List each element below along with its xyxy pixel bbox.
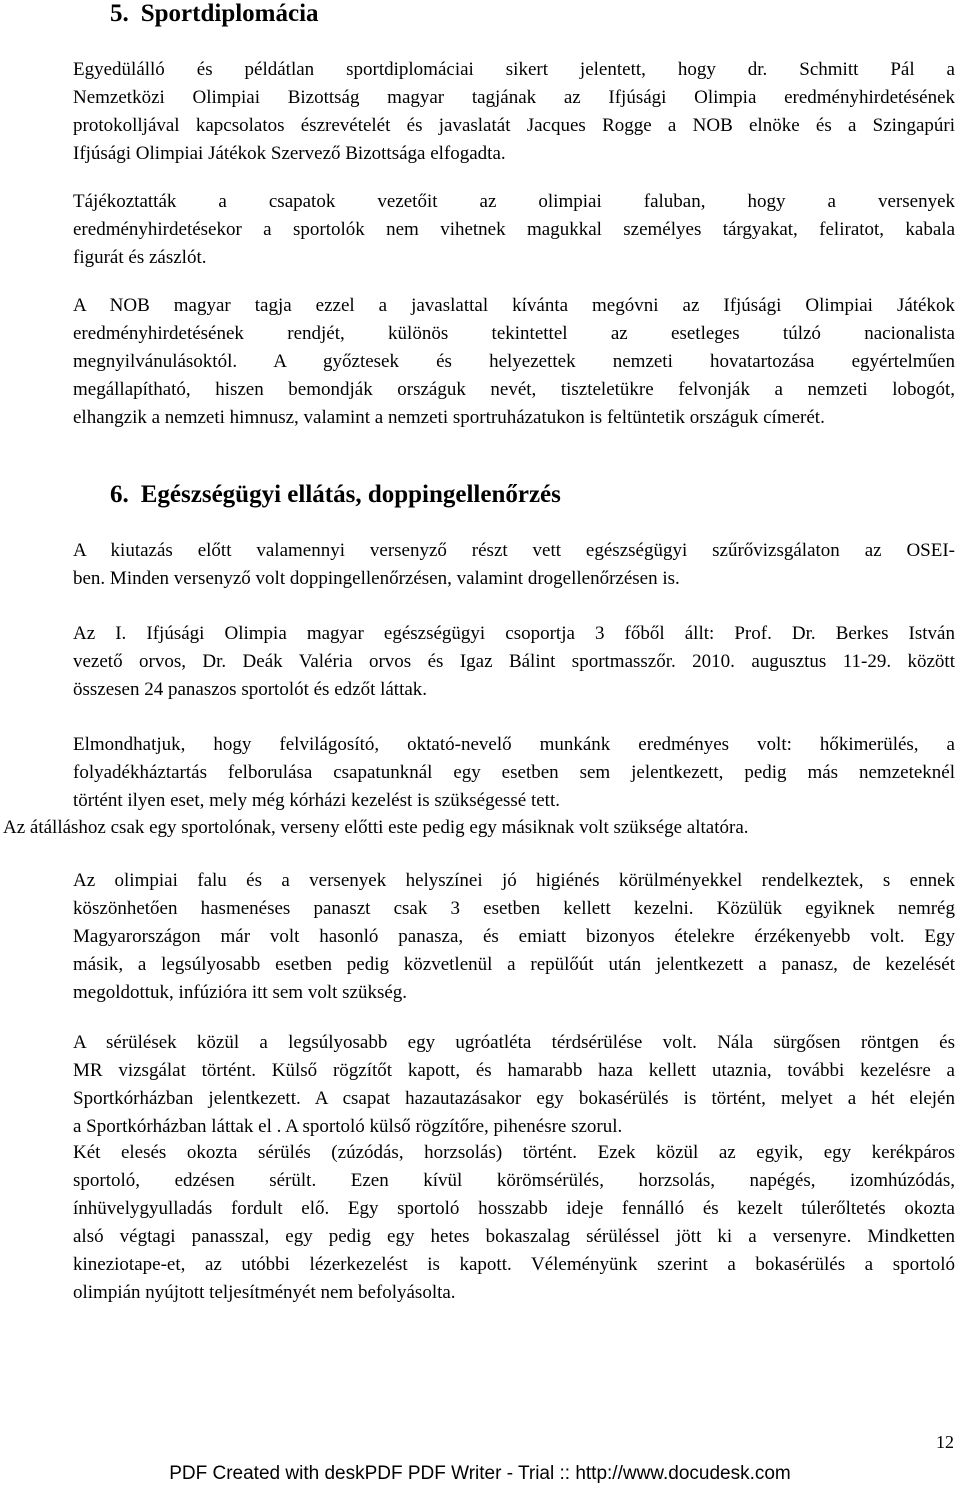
paragraph-nob-member-proposal (3, 292, 955, 432)
paragraph-line: köszönhetően hasmenéses panaszt csak 3 esetben kellett kezelni. Közülük egyiknek nemrég (73, 898, 955, 919)
paragraph-line: vezető orvos, Dr. Deák Valéria orvos és Igaz Bálint sportmasszőr. 2010. augusztus 11-29. között (73, 651, 955, 672)
paragraph-medical-team (3, 620, 955, 704)
paragraph-line: olimpián nyújtott teljesítményét nem befolyásolta. (73, 1282, 456, 1303)
section-6-heading (110, 481, 561, 509)
paragraph-line: Elmondhatjuk, hogy felvilágosító, oktató-nevelő munkánk eredményes volt: hőkimerülés, a (73, 734, 955, 755)
paragraph-line: A NOB magyar tagja ezzel a javaslattal kívánta megóvni az Ifjúsági Olimpiai Játékok (73, 295, 955, 316)
paragraph-screening (3, 537, 955, 593)
paragraph-line: Ifjúsági Olimpiai Játékok Szervező Bizottsága elfogadta. (73, 143, 506, 164)
paragraph-line: megállapítható, hiszen bemondják országuk nevét, tiszteletükre felvonják a nemzeti lobogót, (73, 379, 955, 400)
paragraph-line: elhangzik a nemzeti himnusz, valamint a nemzeti sportruházatukon is feltüntetik országuk címerét. (73, 407, 825, 428)
paragraph-team-leaders-informed (3, 188, 955, 272)
paragraph-line: Nemzetközi Olimpiai Bizottság magyar tagjának az Ifjúsági Olimpia eredményhirdetésének (73, 87, 955, 108)
section-5-number: 5. (110, 0, 129, 27)
paragraph-line: történt ilyen eset, mely még kórházi kezelést is szükségessé tett. (73, 790, 560, 811)
section-6-number: 6. (110, 481, 129, 508)
paragraph-line: eredményhirdetésekor a sportolók nem vihetnek magukkal személyes tárgyakat, feliratot, kabala (73, 219, 955, 240)
paragraph-injuries (3, 1029, 955, 1141)
section-5-title: Sportdiplomácia (140, 0, 319, 27)
paragraph-line: eredményhirdetésének rendjét, különös tekintettel az esetleges túlzó nacionalista (73, 323, 955, 344)
paragraph-line: sportoló, edzésen sérült. Ezen kívül körömsérülés, horzsolás, napégés, izomhúzódás, (73, 1170, 955, 1191)
paragraph-line: Az olimpiai falu és a versenyek helyszínei jó higiénés körülményekkel rendelkeztek, s ennek (73, 870, 955, 891)
paragraph-sportdiplomacia-intro (3, 56, 955, 168)
paragraph-line: összesen 24 panaszos sportolót és edzőt láttak. (73, 679, 428, 700)
paragraph-line: figurát és zászlót. (73, 247, 207, 268)
paragraph-line: Az átálláshoz csak egy sportolónak, verseny előtti este pedig egy másiknak volt szüksége altatóra. (3, 817, 749, 838)
paragraph-line: A sérülések közül a legsúlyosabb egy ugróatléta térdsérülése volt. Nála sürgősen röntgen és (73, 1032, 955, 1053)
paragraph-line: ben. Minden versenyző volt doppingellenőrzésen, valamint drogellenőrzésen is. (73, 568, 680, 589)
section-6-title: Egészségügyi ellátás, doppingellenőrzés (140, 481, 561, 508)
paragraph-line: Egyedülálló és példátlan sportdiplomáciai sikert jelentett, hogy dr. Schmitt Pál a (73, 59, 955, 80)
paragraph-line: MR vizsgálat történt. Külső rögzítőt kapott, és hamarabb haza kellett utaznia, további kezelésre a (73, 1060, 955, 1081)
paragraph-hygiene (3, 867, 955, 1007)
paragraph-line: alsó végtagi panasszal, egy pedig egy hetes bokaszalag sérüléssel jött ki a versenyre. Mindketten (73, 1226, 955, 1247)
paragraph-line: A kiutazás előtt valamennyi versenyző részt vett egészségügyi szűrővizsgálaton az OSEI- (73, 540, 955, 561)
paragraph-line: Sportkórházban jelentkezett. A csapat hazautazásakor egy bokasérülés is történt, melyet a hét elején (73, 1088, 955, 1109)
paragraph-line: megoldottuk, infúzióra itt sem volt szükség. (73, 982, 408, 1003)
paragraph-line: másik, a legsúlyosabb esetben pedig közvetlenül a repülőút után jelentkezett a panasz, de kezelését (73, 954, 955, 975)
paragraph-line: Az I. Ifjúsági Olimpia magyar egészségügyi csoportja 3 főből állt: Prof. Dr. Berkes István (73, 623, 955, 644)
paragraph-line: protokolljával kapcsolatos észrevételét és javaslatát Jacques Rogge a NOB elnöke és a Szingapúri (73, 115, 955, 136)
paragraph-line: Két elesés okozta sérülés (zúzódás, horzsolás) történt. Ezek közül az egyik, egy kerékpáros (73, 1142, 955, 1163)
paragraph-line: a Sportkórházban láttak el . A sportoló külső rögzítőre, pihenésre szorul. (73, 1116, 623, 1137)
paragraph-sleep-aid (3, 814, 955, 842)
paragraph-line: ínhüvelygyulladás fordult elő. Egy sportoló hosszabb ideje fennálló és kezelt túlerőltetés okozta (73, 1198, 955, 1219)
page-number: 12 (936, 1432, 954, 1452)
section-5-heading (110, 0, 319, 28)
paragraph-line: kineziotape-et, az utóbbi lézerkezelést is kapott. Véleményünk szerint a bokasérülés a sportoló (73, 1254, 955, 1275)
paragraph-line: Tájékoztatták a csapatok vezetőit az olimpiai faluban, hogy a versenyek (73, 191, 955, 212)
paragraph-line: megnyilvánulásoktól. A győztesek és helyezettek nemzeti hovatartozása egyértelműen (73, 351, 955, 372)
paragraph-education-results (3, 731, 955, 815)
paragraph-line: folyadékháztartás felborulása csapatunknál egy esetben sem jelentkezett, pedig más nemzeteknél (73, 762, 955, 783)
pdf-writer-footer: PDF Created with deskPDF PDF Writer - Trial :: http://www.docudesk.com (169, 1463, 791, 1484)
paragraph-minor-injuries (3, 1139, 955, 1307)
paragraph-line: Magyarországon már volt hasonló panasza, és emiatt bizonyos ételekre érzékenyebb volt. Egy (73, 926, 955, 947)
